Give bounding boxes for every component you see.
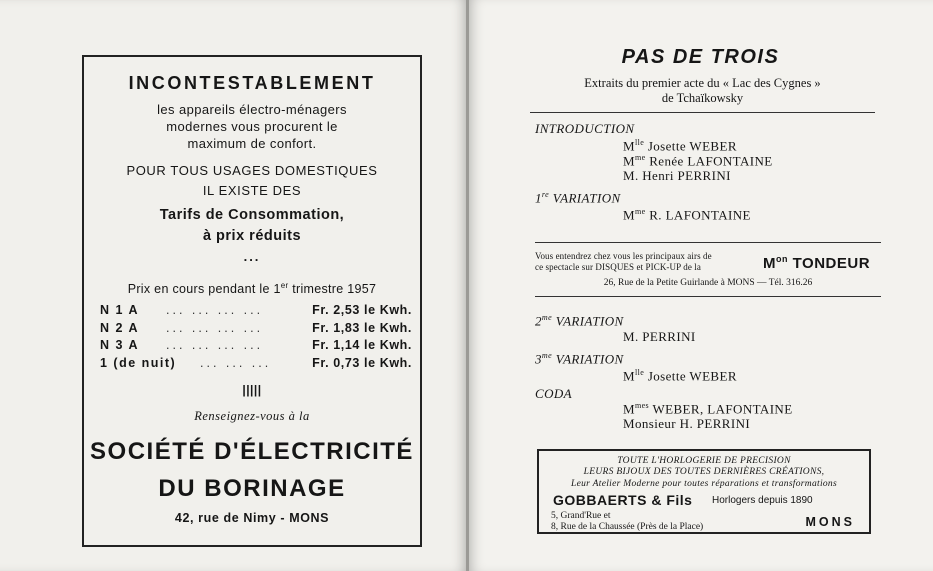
performer-name: Josette WEBER <box>644 138 737 154</box>
ad-usage-line: POUR TOUS USAGES DOMESTIQUES <box>126 163 378 178</box>
rate-name: N 1 A <box>100 303 139 317</box>
variation-number-sup: me <box>541 313 553 322</box>
gobbaerts-line: TOUTE L'HORLOGERIE DE PRECISION <box>617 456 791 466</box>
ad-divider-bars: ||||| <box>242 383 262 397</box>
tondeur-address: 26, Rue de la Petite Guirlande à MONS — Tél. 316.26 <box>603 278 813 288</box>
performer <box>623 401 793 417</box>
section-variation-1 <box>535 190 621 206</box>
tondeur-text <box>535 251 712 273</box>
performer-title-sup: lle <box>634 368 645 377</box>
ad-ellipsis: ... <box>243 249 261 264</box>
variation-label: VARIATION <box>552 313 624 329</box>
variation-number-sup: re <box>541 190 550 199</box>
rate-row <box>100 321 412 339</box>
section-variation-2 <box>535 313 624 329</box>
divider-rule <box>535 296 881 297</box>
price-note-text: Prix en cours pendant le 1 <box>127 282 281 297</box>
rate-price: Fr. 1,14 le Kwh. <box>312 338 412 352</box>
tondeur-prefix: M <box>763 255 776 272</box>
variation-label: VARIATION <box>552 351 624 367</box>
performer-title: M <box>623 401 635 417</box>
performer: M. PERRINI <box>623 329 696 344</box>
performer-title: M <box>623 368 635 384</box>
gobbaerts-since: Horlogers depuis 1890 <box>712 495 813 506</box>
ad-intro-line: maximum de confort. <box>187 136 317 151</box>
divider-rule <box>535 242 881 243</box>
rate-dots: ... ... ... <box>200 355 272 370</box>
ad-tarifs <box>84 205 420 247</box>
company-name <box>84 433 420 507</box>
tondeur-prefix-sup: on <box>776 254 788 264</box>
book-gutter <box>466 0 469 571</box>
rate-dots: ... ... ... ... <box>166 338 264 352</box>
performer-title-sup: me <box>634 207 646 216</box>
performer <box>623 153 773 169</box>
divider-rule <box>530 112 875 113</box>
performer <box>623 368 737 384</box>
performer <box>623 207 751 223</box>
program-subtitle-line: de Tchaïkowsky <box>661 91 744 105</box>
performer-title: M <box>623 138 635 154</box>
performer-name: WEBER, LAFONTAINE <box>649 401 793 417</box>
variation-number: 2 <box>535 313 542 329</box>
rate-row <box>100 303 412 321</box>
ad-renseignez: Renseignez-vous à la <box>194 409 310 423</box>
variation-number-sup: me <box>541 351 553 360</box>
ad-tarifs-line: à prix réduits <box>202 228 302 244</box>
rate-price: Fr. 1,83 le Kwh. <box>312 320 412 335</box>
rate-dots: ... ... ... ... <box>166 320 264 335</box>
gobbaerts-line: Leur Atelier Moderne pour toutes réparations et transformations <box>571 479 837 489</box>
variation-number: 3 <box>535 351 542 367</box>
rate-name: 1 (de nuit) <box>100 355 177 370</box>
ad-intro-line: les appareils électro-ménagers <box>157 102 347 117</box>
ad-headline: INCONTESTABLEMENT <box>128 73 376 93</box>
rate-price: Fr. 0,73 le Kwh. <box>312 355 412 370</box>
gobbaerts-address <box>551 511 703 532</box>
tondeur-surname: TONDEUR <box>788 255 871 272</box>
program-subtitle-line: Extraits du premier acte du « Lac des Cygnes » <box>584 76 821 90</box>
performer-name: R. LAFONTAINE <box>645 207 751 223</box>
price-note-sup: er <box>280 281 289 290</box>
tondeur-text-line: ce spectacle sur DISQUES et PICK-UP de la <box>535 262 701 272</box>
ad-intro <box>84 101 420 152</box>
tondeur-name <box>763 254 870 272</box>
ad-usage <box>84 161 420 201</box>
rate-row <box>100 356 412 374</box>
rate-name: N 2 A <box>100 320 139 335</box>
performer-title-sup: lle <box>634 138 645 147</box>
performer-title: M <box>623 207 635 223</box>
section-coda: CODA <box>535 386 572 401</box>
price-note <box>84 281 420 296</box>
performer-title-sup: me <box>634 153 646 162</box>
program-title: PAS DE TROIS <box>621 46 780 68</box>
performer <box>623 138 737 154</box>
price-note-text: trimestre 1957 <box>288 282 377 297</box>
electricity-ad <box>82 55 422 547</box>
ad-usage-line: IL EXISTE DES <box>202 183 302 198</box>
performer: M. Henri PERRINI <box>623 168 731 183</box>
tondeur-text-line: Vous entendrez chez vous les principaux airs de <box>535 251 712 261</box>
performer: Monsieur H. PERRINI <box>623 416 751 431</box>
rate-name: N 3 A <box>100 338 139 352</box>
gobbaerts-ad <box>537 449 871 534</box>
company-name-line: DU BORINAGE <box>158 475 346 502</box>
rate-row <box>100 338 412 356</box>
program-subtitle <box>530 76 875 106</box>
gobbaerts-address-line: 5, Grand'Rue et <box>551 511 611 521</box>
tondeur-ad <box>535 244 881 294</box>
section-introduction: INTRODUCTION <box>535 121 635 136</box>
variation-number: 1 <box>535 190 542 206</box>
ad-intro-line: modernes vous procurent le <box>166 119 338 134</box>
gobbaerts-line: LEURS BIJOUX DES TOUTES DERNIÈRES CRÉATIONS, <box>583 467 825 477</box>
gobbaerts-address-line: 8, Rue de la Chaussée (Près de la Place) <box>551 521 704 532</box>
ad-tarifs-line: Tarifs de Consommation, <box>159 207 345 223</box>
company-name-line: SOCIÉTÉ D'ÉLECTRICITÉ <box>90 438 414 465</box>
performer-title: M <box>623 153 635 169</box>
rate-price: Fr. 2,53 le Kwh. <box>312 303 412 317</box>
section-variation-3 <box>535 351 624 367</box>
rate-dots: ... ... ... ... <box>166 303 264 317</box>
company-address: 42, rue de Nimy - MONS <box>174 511 330 525</box>
gobbaerts-city: MONS <box>805 515 855 529</box>
performer-name: Renée LAFONTAINE <box>645 153 773 169</box>
performer-title-sup: mes <box>634 401 650 410</box>
rates-table <box>100 303 412 373</box>
gobbaerts-name: GOBBAERTS & Fils <box>553 492 693 508</box>
performer-name: Josette WEBER <box>644 368 737 384</box>
variation-label: VARIATION <box>549 190 621 206</box>
